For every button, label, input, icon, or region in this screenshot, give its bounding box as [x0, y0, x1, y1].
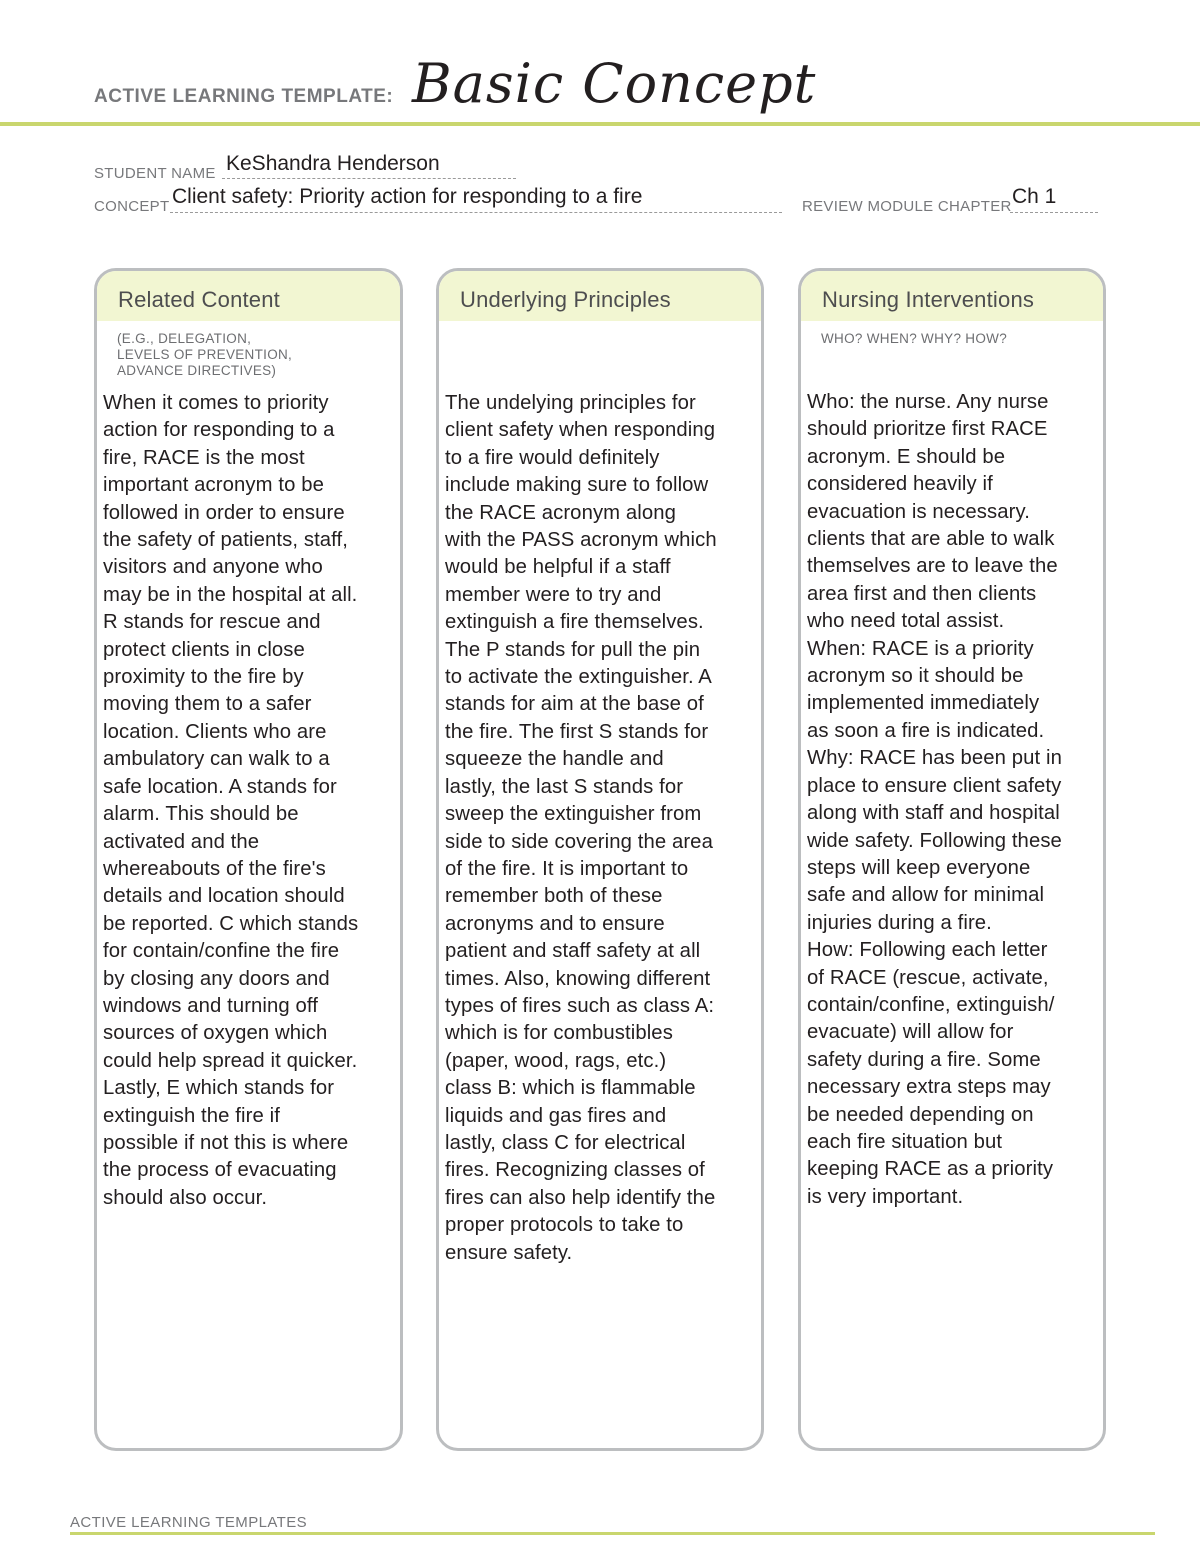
nursing-interventions-title: Nursing Interventions	[822, 287, 1035, 312]
nursing-interventions-body[interactable]: Who: the nurse. Any nurse should prioritze first RACE acronym. E should be considered heavily if evacuation is necessary. clients that are able to walk themselves are to leave the area first and then clients who need total assist. When: RACE is a priority acronym so it should be implemented immediately as soon a fire is indicated. Why: RACE has been put in place to ensure client safety along with staff and hospital wide safety. Following these steps will keep everyone safe and allow for minimal injuries during a fire. How: Following each letter of RACE (rescue, activate, contain/confine, extinguish/ evacuate) will allow for safety during a fire. Some necessary extra steps may be needed depending on each fire situation but keeping RACE as a priority is very important.	[807, 391, 1063, 1208]
student-name-underline	[222, 178, 516, 179]
related-content-header	[97, 271, 400, 321]
student-name-label: STUDENT NAME	[94, 165, 216, 182]
underlying-principles-body[interactable]: The undelying principles for client safety when responding to a fire would definitely include making sure to follow the RACE acronym along with the PASS acronym which would be helpful if a staff member were to try and extinguish a fire themselves. The P stands for pull the pin to activate the extinguisher. A stands for aim at the base of the fire. The first S stands for squeeze the handle and lastly, the last S stands for sweep the extinguisher from side to side covering the area of the fire. It is important to remember both of these acronyms and to ensure patient and staff safety at all times. Also, knowing different types of fires such as class A: which is for combustibles (paper, wood, rags, etc.) class B: which is flammable liquids and gas fires and lastly, class C for electrical fires. Recognizing classes of fires can also help identify the proper protocols to take to ensure safety.	[445, 392, 717, 1264]
underlying-principles-header	[439, 271, 761, 321]
review-module-underline	[1010, 212, 1098, 213]
underlying-principles-panel	[436, 268, 764, 1451]
concept-value[interactable]: Client safety: Priority action for responding to a fire	[172, 185, 643, 208]
template-prefix: ACTIVE LEARNING TEMPLATE:	[94, 86, 394, 107]
nursing-interventions-subtitle: WHO? WHEN? WHY? HOW?	[821, 331, 1008, 346]
footer-label: ACTIVE LEARNING TEMPLATES	[70, 1514, 307, 1531]
nursing-interventions-header	[801, 271, 1103, 321]
title-divider	[0, 122, 1200, 126]
concept-label: CONCEPT	[94, 198, 170, 215]
related-content-subtitle: (E.G., DELEGATION, LEVELS OF PREVENTION, ADVANCE DIRECTIVES)	[117, 331, 293, 378]
related-content-title: Related Content	[118, 287, 280, 312]
concept-underline	[170, 212, 782, 213]
related-content-panel	[94, 268, 403, 1451]
related-content-body[interactable]: When it comes to priority action for responding to a fire, RACE is the most important acronym to be followed in order to ensure the safety of patients, staff, visitors and anyone who may be in the hospital at all. R stands for rescue and protect clients in close proximity to the fire by moving them to a safer location. Clients who are ambulatory can walk to a safe location. A stands for alarm. This should be activated and the whereabouts of the fire's details and location should be reported. C which stands for contain/confine the fire by closing any doors and windows and turning off sources of oxygen which could help spread it quicker. Lastly, E which stands for extinguish the fire if possible if not this is where the process of evacuating should also occur.	[103, 392, 359, 1209]
footer-divider	[70, 1532, 1155, 1535]
review-module-label: REVIEW MODULE CHAPTER	[802, 198, 1012, 215]
nursing-interventions-panel	[798, 268, 1106, 1451]
page-title: Basic Concept	[412, 52, 817, 115]
student-name-value[interactable]: KeShandra Henderson	[226, 152, 440, 175]
review-module-value[interactable]: Ch 1	[1012, 185, 1057, 208]
underlying-principles-title: Underlying Principles	[460, 287, 671, 312]
